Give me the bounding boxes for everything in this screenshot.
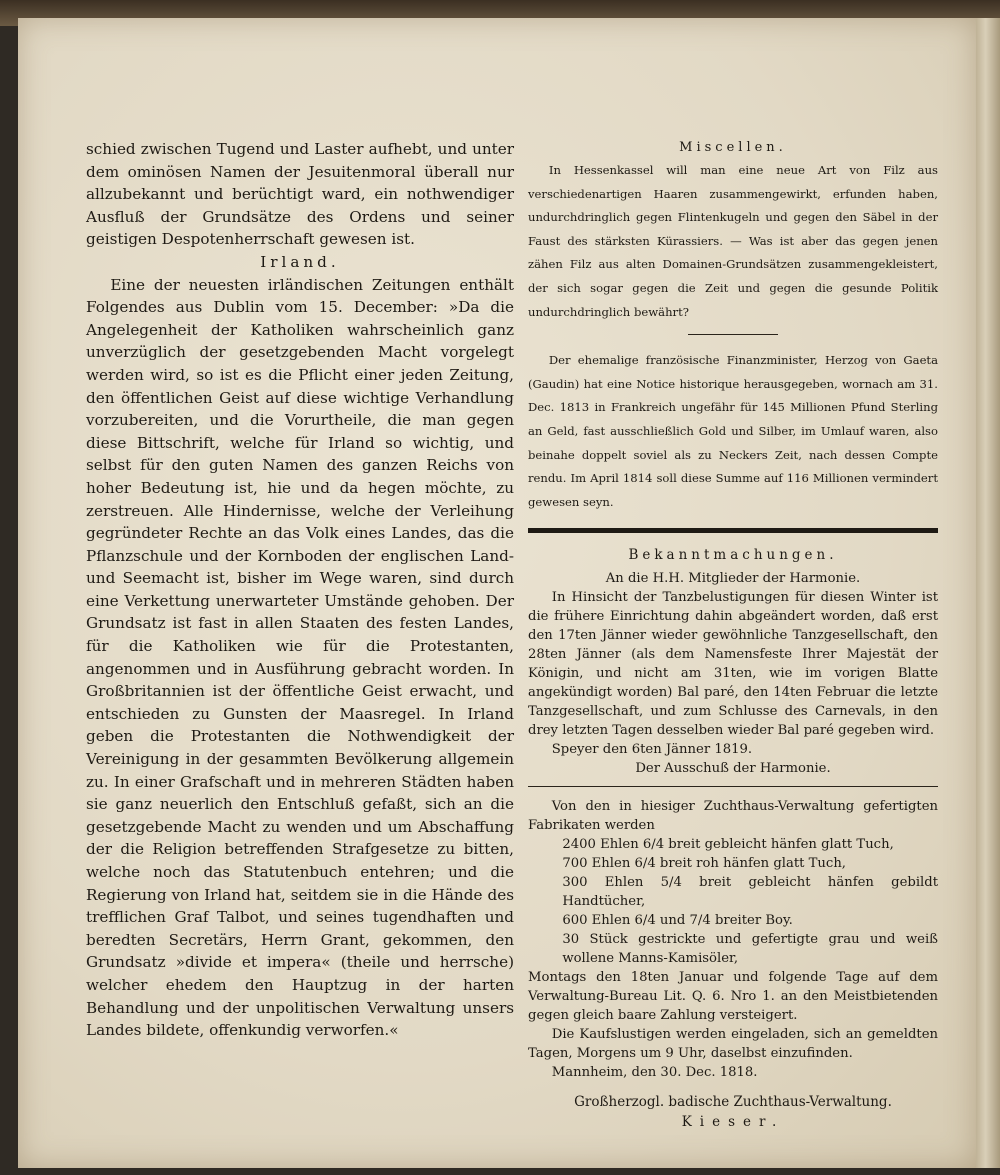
ireland-paragraph: Eine der neuesten irländischen Zeitungen enthält Folgendes aus Dublin vom 15. December: »Da die Angelegenheit der Katholiken wahrscheinlich ganz unverzüglich der gesetzgebenden Macht vorgelegt werden wird, so ist es die Pflicht einer jeden Zeitung, den öffentlichen Geist auf diese wichtige Verhandlung vorzubereiten, und die Vorurtheile, die man gegen diese Bittschrift, welche für Irland so wichtig, und selbst für den guten Namen des ganzen Reichs von hoher Bedeutung ist, hie und da hegen möchte, zu zerstreuen. Alle Hindernisse, welche der Verleihung gegründeter Rechte an das Volk eines Landes, das die Pflanzschule und der Kornboden der englischen Land- und Seemacht ist, bisher im Wege waren, sind durch eine Verkettung unerwarteter Umstände gehoben. Der Grundsatz ist fast in allen Staaten des festen Landes, für die Katholiken wie für die Protestanten, angenommen und in Ausführung gebracht worden. In Großbritannien ist der öffentliche Geist erwacht, und entschieden zu Gunsten der Maasregel. In Irland geben die Protestanten die Nothwendigkeit der Vereinigung in der gesammten Bevölkerung allgemein zu. In einer Grafschaft und in mehreren Städten haben sie ganz neuerlich den Entschluß gefaßt, sich an die gesetzgebende Macht zu wenden und um Abschaffung der die Religion betreffenden Strafgesetze zu bitten, welche noch das Statutenbuch entehren; und die Regierung von Irland hat, seitdem sie in die Hände des trefflichen Graf Talbot, und seines tugendhaften und beredten Secretärs, Herrn Grant, gekommen, den Grundsatz »divide et impera« (theile und herrsche) welcher ehedem den Hauptzug in der harten Behandlung und der unpolitischen Verwaltung unsers Landes bildete, offenkundig verworfen.« bbox=[86, 275, 514, 1040]
zuchthaus-signature: Großherzogl. badische Zuchthaus-Verwaltung. bbox=[574, 1094, 892, 1111]
notice-divider bbox=[528, 786, 938, 787]
zuchthaus-item: 30 Stück gestrickte und gefertigte grau und weiß wollene Manns-Kamisöler, bbox=[562, 932, 938, 967]
section-divider bbox=[528, 528, 938, 533]
short-divider bbox=[688, 334, 778, 335]
page-edge-stack bbox=[976, 18, 1000, 1168]
ireland-heading: Irland. bbox=[260, 252, 340, 271]
zuchthaus-date: Mannheim, den 30. Dec. 1818. bbox=[551, 1065, 758, 1081]
zuchthaus-intro: Von den in hiesiger Zuchthaus-Verwaltung gefertigten Fabrikaten werden bbox=[528, 799, 938, 834]
miscellen-paragraph-1: In Hessenkassel will man eine neue Art von Filz aus verschiedenartigen Haaren zusammengewirkt, erfunden haben, undurchdringlich gegen Flintenkugeln und gegen den Säbel in der Faust des stärksten Kürassiers. — Was ist aber das gegen jenen zähen Filz aus alten Domainen-Grundsätzen zusammengekleistert, der sich sogar gegen die Zeit und gegen die gesunde Politik undurchdringlich bewährt? bbox=[528, 163, 938, 319]
zuchthaus-invitation: Die Kaufslustigen werden eingeladen, sich an gemeldten Tagen, Morgens um 9 Uhr, daselbst einzufinden. bbox=[528, 1027, 938, 1062]
zuchthaus-item: 700 Ehlen 6/4 breit roh hänfen glatt Tuch, bbox=[562, 856, 846, 872]
signer-name: Kieser. bbox=[681, 1114, 785, 1131]
zuchthaus-auction-text: Montags den 18ten Januar und folgende Tage auf dem Verwaltung-Bureau Lit. Q. 6. Nro 1. an den Meistbietenden gegen gleich baare Zahlung versteigert. bbox=[528, 970, 938, 1024]
harmonie-title: An die H.H. Mitglieder der Harmonie. bbox=[605, 571, 861, 587]
notices-heading: Bekanntmachungen. bbox=[628, 547, 838, 564]
intro-paragraph: schied zwischen Tugend und Laster aufhebt, und unter dem ominösen Namen der Jesuitenmoral überall nur allzubekannt und berüchtigt ward, ein nothwendiger Ausfluß der Grundsätze des Ordens und seiner geistigen Despotenherrschaft gewesen ist. bbox=[86, 140, 514, 249]
miscellen-heading: Miscellen. bbox=[679, 140, 787, 155]
harmonie-date: Speyer den 6ten Jänner 1819. bbox=[551, 742, 753, 758]
right-column bbox=[528, 138, 938, 1130]
left-column bbox=[86, 138, 514, 1042]
zuchthaus-item: 600 Ehlen 6/4 und 7/4 breiter Boy. bbox=[562, 913, 793, 929]
harmonie-body: In Hinsicht der Tanzbelustigungen für diesen Winter ist die frühere Einrichtung dahin abgeändert worden, daß erst den 17ten Jänner wieder gewöhnliche Tanzgesellschaft, den 28ten Jänner (als dem Namensfeste Ihrer Majestät der Königin, und nicht am 31ten, wie im vorigen Blatte angekündigt worden) Bal paré, den 14ten Februar die letzte Tanzgesellschaft, und zum Schlusse des Carnevals, in den drey letzten Tagen desselben wieder Bal paré gegeben wird. bbox=[528, 590, 938, 739]
miscellen-paragraph-2: Der ehemalige französische Finanzminister, Herzog von Gaeta (Gaudin) hat eine Notice historique herausgegeben, wornach am 31. Dec. 1813 in Frankreich ungefähr für 145 Millionen Pfund Sterling an Geld, fast ausschließlich Gold und Silber, im Umlauf waren, also beinahe doppelt soviel als zu Neckers Zeit, nach dessen Compte rendu. Im April 1814 soll diese Summe auf 116 Millionen vermindert gewesen seyn. bbox=[528, 353, 938, 509]
zuchthaus-item: 300 Ehlen 5/4 breit gebleicht hänfen gebildt Handtücher, bbox=[562, 875, 938, 910]
harmonie-signature: Der Ausschuß der Harmonie. bbox=[635, 761, 831, 777]
zuchthaus-item: 2400 Ehlen 6/4 breit gebleicht hänfen glatt Tuch, bbox=[562, 837, 894, 853]
